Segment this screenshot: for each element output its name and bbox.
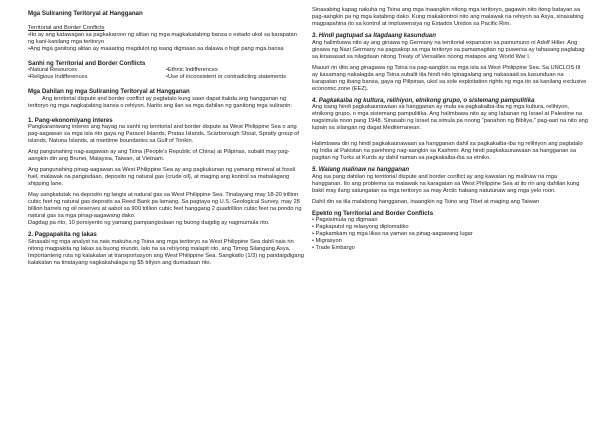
section-2-paragraph: Importanteng ruta ng kalakalan at transportasyon ang West Philippine Sea. Sangkatlo (1/3) ng pandaigdigang kalakalan na tinatayang nagkakahalaga ng $5 trilyon ang dumadaan rito. bbox=[28, 252, 304, 266]
territorial-conflicts-item: •Ito ay ang katawagan sa pagkakaroon ng alitan ng mga magkakatabing bansa o estado ukol sa karapatan ng kani-kanilang mga teritoryo bbox=[28, 31, 297, 45]
section-1-paragraph: Pangkaraniwang interes ang hayag na sanhi ng territorial and border dispute sa West Philippine Sea o ang pag-aagawan sa mga isla rito gaya ng Paracel Islands, Pratas Islands, Scarborough Shoal, Spratly group of islands, Natuna Islands, at maritime boundaries sa Gulf of Tonkin. bbox=[28, 124, 299, 145]
effect-item: • Pagkaputol ng relasyong diplomatiko bbox=[312, 224, 409, 231]
section-1-paragraph: Ang pangunahing nag-aagawan ay ang Tsina (People's Republic of China) at Pilipinas, subalit may pag-aangkin din ang Brunei, Malaysia, Taiwan, at Vietnam. bbox=[28, 149, 290, 163]
territorial-conflicts-heading: Territorial and Border Conflicts bbox=[28, 24, 105, 31]
section-4-heading: 4. Pagkakaiba ng kultura, relihiyon, etnikong grupo, o sistemang pampulitika bbox=[312, 96, 535, 104]
section-2-paragraph: Sinasabi ng mga analyst na nais makuha ng Tsina ang mga teritoryo sa West Philippine Sea dahil nais rin nitong magpakita ng lakas sa buong mundo, lalo na sa rehiyong malapit rito, ang Timog Silangang Asya. bbox=[28, 238, 294, 252]
left-column bbox=[28, 7, 304, 267]
section-1-paragraph: Ang pangunahing pinag-aagawan sa West Philippine Sea ay ang pagkukunan ng yamang mineral at fossil fuel, malawak na pangisdaan, deposito ng natural gas (crude oil), at maging ang kontrol sa mahalagang shipping lane. bbox=[28, 167, 296, 188]
section-5-paragraph: Dahil din sa tila malabong hangganan, inaangkin ng Tsino ang Tibet at maging ang Taiwan bbox=[312, 198, 540, 205]
reasons-intro: Ang territorial dispute and border conflict ay pagtatalo kung saan dapat itakda ang hangganan ng teritoryo ng mga nagkatabing bansa o rehiyon. Narito ang ilan sa mga dahilan ng ganitong mga suliranin: bbox=[28, 95, 293, 109]
section-4-paragraph: Ang isang hindi pagkakaunawaan sa hangganan ay mula sa pagkakaiba-iba ng mga kultura, relihiyon, etnikong grupo, o mga sistemang pampulitika. Ang halimbawa nito ay ang labanan ng Israel at Palestine na nagsimula noon pang 1948. Sinasabi ng Israel na simula pa noong "panahon ng Bibliya," pag-aari na nito ang lupain sa silangan ng dagat Mediterranean. bbox=[312, 104, 588, 132]
causes-heading: Sanhi ng Territorial and Border Conflicts bbox=[28, 59, 146, 67]
section-4-paragraph: Halimbawa din ng hindi pagkakaunawaan sa hangganan dahil sa pagkakaiba-iba ng relihiyon ang pagtatalo ng India at Pakistan na parehong nag-aangkin sa Kashmir. Ang hindi pagkakaunawaan sa hangganan sa pagitan ng Turks at Kurds ay dahil naman sa pagkakaiba-iba sa etniko. bbox=[312, 141, 583, 162]
territorial-conflicts-item: •Ang mga ganitong alitan ay maaaring magdulot ng isang digmaan sa dalawa o higit pang mga bansa bbox=[28, 45, 284, 52]
effects-list bbox=[312, 217, 588, 252]
effect-item: • Pagkamkam ng mga likas na yaman sa pinag-aagawang lugar bbox=[312, 231, 473, 238]
causes-list bbox=[28, 67, 304, 81]
effect-item: • Pagsisimula ng digmaan bbox=[312, 217, 378, 224]
effects-heading: Epekto ng Territorial and Border Conflicts bbox=[312, 209, 434, 217]
doc-title: Mga Suliraning Teritoryal at Hangganan bbox=[28, 10, 143, 17]
cause-item: •Use of inconsistent or contradicting statements bbox=[166, 74, 286, 81]
section-3-heading: 3. Hindi pagtupad sa Itagdaang kasunduan bbox=[312, 32, 436, 39]
section-1-paragraph: Dagdag pa rito, 10 porsiyento ng yamang pampangisdaan ng buong daigdig ay nagmumula rito. bbox=[28, 220, 270, 227]
cause-item: •Natural Resources bbox=[28, 67, 78, 74]
effect-item: • Migrasyon bbox=[312, 238, 342, 245]
section-3-paragraph: Mauuri rin dito ang ginagawa ng Tsina na pag-aangkin sa mga isla sa West Philippine Sea. Sa UNCLOS III ay kasamang nakalagda ang Tsina subalit tila hindi nito iginagalang ang nakasaad sa kasunduan na karapatan ng ibang bansa, gaya ng Pilipinas, ukol sa sole exploitation rights ng mga ito sa kanilang exclusive economic zone (EEZ). bbox=[312, 64, 587, 92]
section-3-paragraph: Ang halimbawa nito ay ang ginawa ng Germany na territorial expansion sa pamumuno ni Adolf Hitler. Ang ginawa ng Nazi Germany na pagsakop sa mga teritoryo sa pamamagitan ng puwersa ay tahasang paglabag sa kinasasad sa nilagdaan nitong Treaty of Versailles noong matapos ang World War I. bbox=[312, 39, 585, 60]
section-5-paragraph: Ang isa pang dahilan ng territorial dispute and border conflict ay ang kawalan ng malinaw na mga hangganan. Ito ang problema sa malawak na karagatan sa West Philippine Sea at ito rin ang dahilan kung bakit may ilang salungatan sa mga teritoryo sa may Arctic habang natutunaw ang mga yelo roon. bbox=[312, 173, 580, 194]
cause-item: •Religious Indifferences bbox=[28, 74, 88, 81]
section-2-continued: Sinasabing kapag nakuha ng Tsina ang mga inaangkin nitong mga teritoryo, gagawin nito itong batayan sa pag-aangkin pa ng mga katabing dako. Kung makakontrol nito ang malawak na rehiyon sa Asya, sinasabing magpapahina ito sa kontrol at impluwensiya ng Estados Unidos sa Pacific Rim. bbox=[312, 7, 584, 27]
section-2-heading: 2. Pagpapakita ng lakas bbox=[28, 231, 97, 239]
section-1-paragraph: May sangkatutak na deposito ng langis at natural gas sa West Philippine Sea. Tinatayang may 18-20 trillion cubic feet ng natural gas deposits sa Reed Bank pa lamang. Sa pagtaya ng U.S. Geological Survey, may 28 billion barrels ng oil reserves at aabot sa 900 trillion cubic feet hanggang 2 quadrillion cubic feet na pondo ng natural gas sa mga pinag-aagawang dako. bbox=[28, 192, 302, 220]
right-column bbox=[312, 7, 588, 252]
reasons-heading: Mga Dahilan ng mga Suliraning Teritoryal at Hangganan bbox=[28, 88, 190, 96]
section-1-heading: 1. Pang-ekonomiyang interes bbox=[28, 116, 113, 124]
effect-item: • Trade Embargo bbox=[312, 245, 355, 252]
section-5-heading: 5. Walang malinaw na hangganan bbox=[312, 166, 410, 174]
cause-item: •Ethnic Indifferences bbox=[166, 67, 218, 74]
